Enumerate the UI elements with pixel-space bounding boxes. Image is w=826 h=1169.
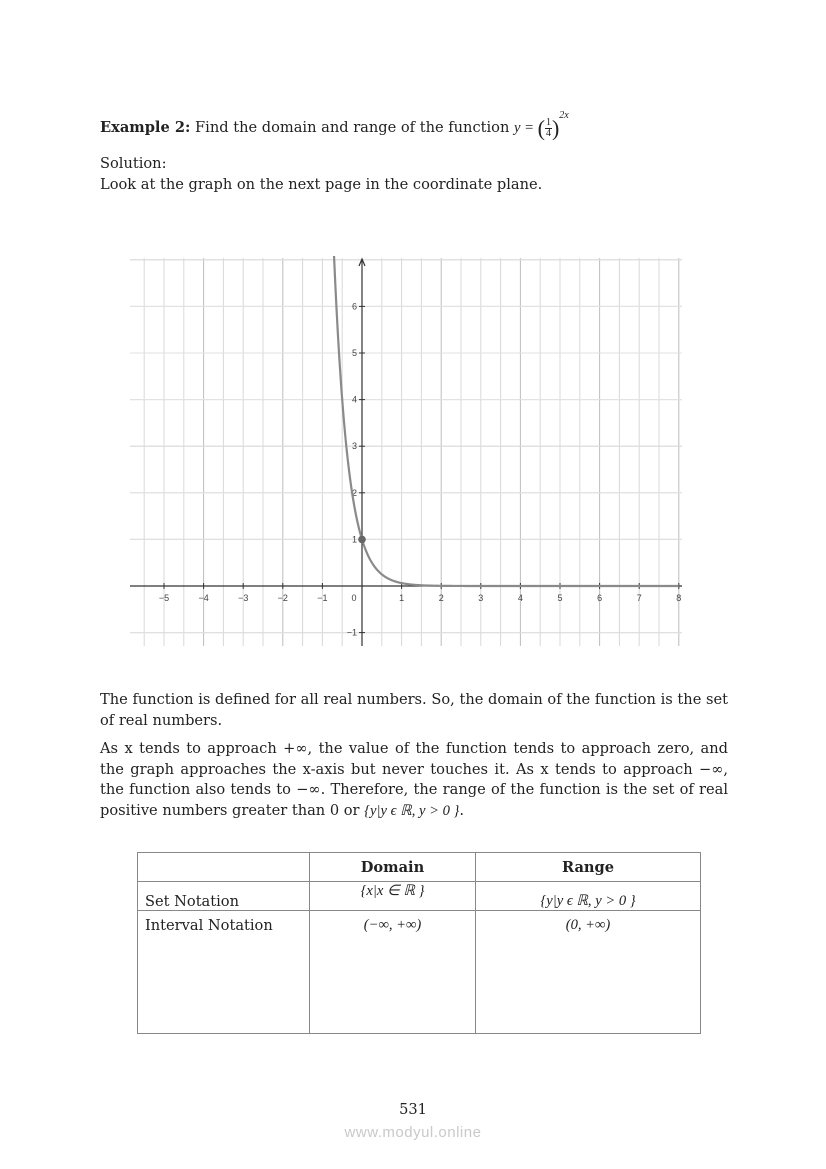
solution-label: Solution: xyxy=(100,155,167,172)
table-header-empty xyxy=(138,853,310,882)
range-paragraph xyxy=(100,739,728,821)
x-tick-label: −1 xyxy=(317,593,328,603)
x-tick-label: 1 xyxy=(399,593,405,603)
domain-interval-notation: (−∞, +∞) xyxy=(310,911,476,1034)
x-tick-label: −4 xyxy=(198,593,209,603)
range-interval-notation: (0, +∞) xyxy=(476,911,701,1034)
y-tick-label: 1 xyxy=(351,534,357,545)
row-label-set-notation: Set Notation xyxy=(138,882,310,911)
graph-tick-labels xyxy=(159,301,681,637)
x-tick-label: −5 xyxy=(158,593,170,603)
formula-lhs: y = xyxy=(514,120,534,136)
formula-exponent: 2x xyxy=(559,110,569,121)
table-row xyxy=(138,882,701,911)
y-intercept-point xyxy=(358,536,366,544)
y-tick-label: 3 xyxy=(351,441,357,452)
paren-open: ( xyxy=(537,115,545,141)
example-text: Find the domain and range of the function xyxy=(195,119,510,136)
domain-range-table xyxy=(137,852,701,1034)
y-tick-label: 5 xyxy=(351,348,357,358)
function-curve xyxy=(334,256,679,586)
x-tick-label: −2 xyxy=(277,593,288,603)
range-set-notation: {y|y ϵ ℝ, y > 0 } xyxy=(364,802,460,819)
y-tick-label: 2 xyxy=(351,487,357,498)
function-graph xyxy=(128,256,684,648)
x-tick-label: 4 xyxy=(517,593,523,603)
formula-fraction xyxy=(545,118,552,139)
graph-curve xyxy=(334,256,679,586)
solution-text: Look at the graph on the next page in the coordinate plane. xyxy=(100,176,543,193)
table-header-row xyxy=(138,853,701,882)
table-header-domain: Domain xyxy=(310,853,476,882)
x-tick-label: 8 xyxy=(676,593,682,603)
x-tick-label: 3 xyxy=(478,593,484,603)
x-tick-label: 2 xyxy=(438,593,444,603)
y-tick-label: −1 xyxy=(346,627,357,638)
table-header-range: Range xyxy=(476,853,701,882)
x-tick-label: 7 xyxy=(636,593,642,603)
footer-watermark: www.modyul.online xyxy=(344,1124,482,1141)
y-tick-label: 6 xyxy=(351,301,357,312)
range-paragraph-end: . xyxy=(459,801,465,819)
example-label: Example 2: xyxy=(100,119,191,136)
x-tick-label: −3 xyxy=(238,593,249,603)
x-tick-label: 6 xyxy=(597,593,603,603)
fraction-denominator: 4 xyxy=(545,128,551,140)
domain-paragraph: The function is defined for all real numbers. So, the domain of the function is the set of real numbers. xyxy=(100,691,728,729)
example-heading xyxy=(100,106,728,139)
range-paragraph-text: As x tends to approach +∞, the value of the function tends to approach zero, and the graph approaches the x-axis but never touches it. As x tends to approach −∞, the function also tends to −∞. Therefore, the range of the function is the set of real positive numbers greater than 0 or xyxy=(100,740,728,819)
range-set-notation-cell: {y|y ϵ ℝ, y > 0 } xyxy=(476,882,701,911)
row-label-interval-notation: Interval Notation xyxy=(138,911,310,1034)
table-row xyxy=(138,911,701,1034)
domain-set-notation: {x|x ∈ ℝ } xyxy=(310,882,476,911)
x-tick-label: 5 xyxy=(557,593,563,603)
page-number: 531 xyxy=(399,1101,427,1118)
y-tick-label: 4 xyxy=(351,394,357,405)
x-tick-label: 0 xyxy=(351,593,357,603)
function-formula xyxy=(514,110,569,141)
fraction-numerator: 1 xyxy=(545,117,551,129)
paren-close: ) xyxy=(551,115,560,141)
